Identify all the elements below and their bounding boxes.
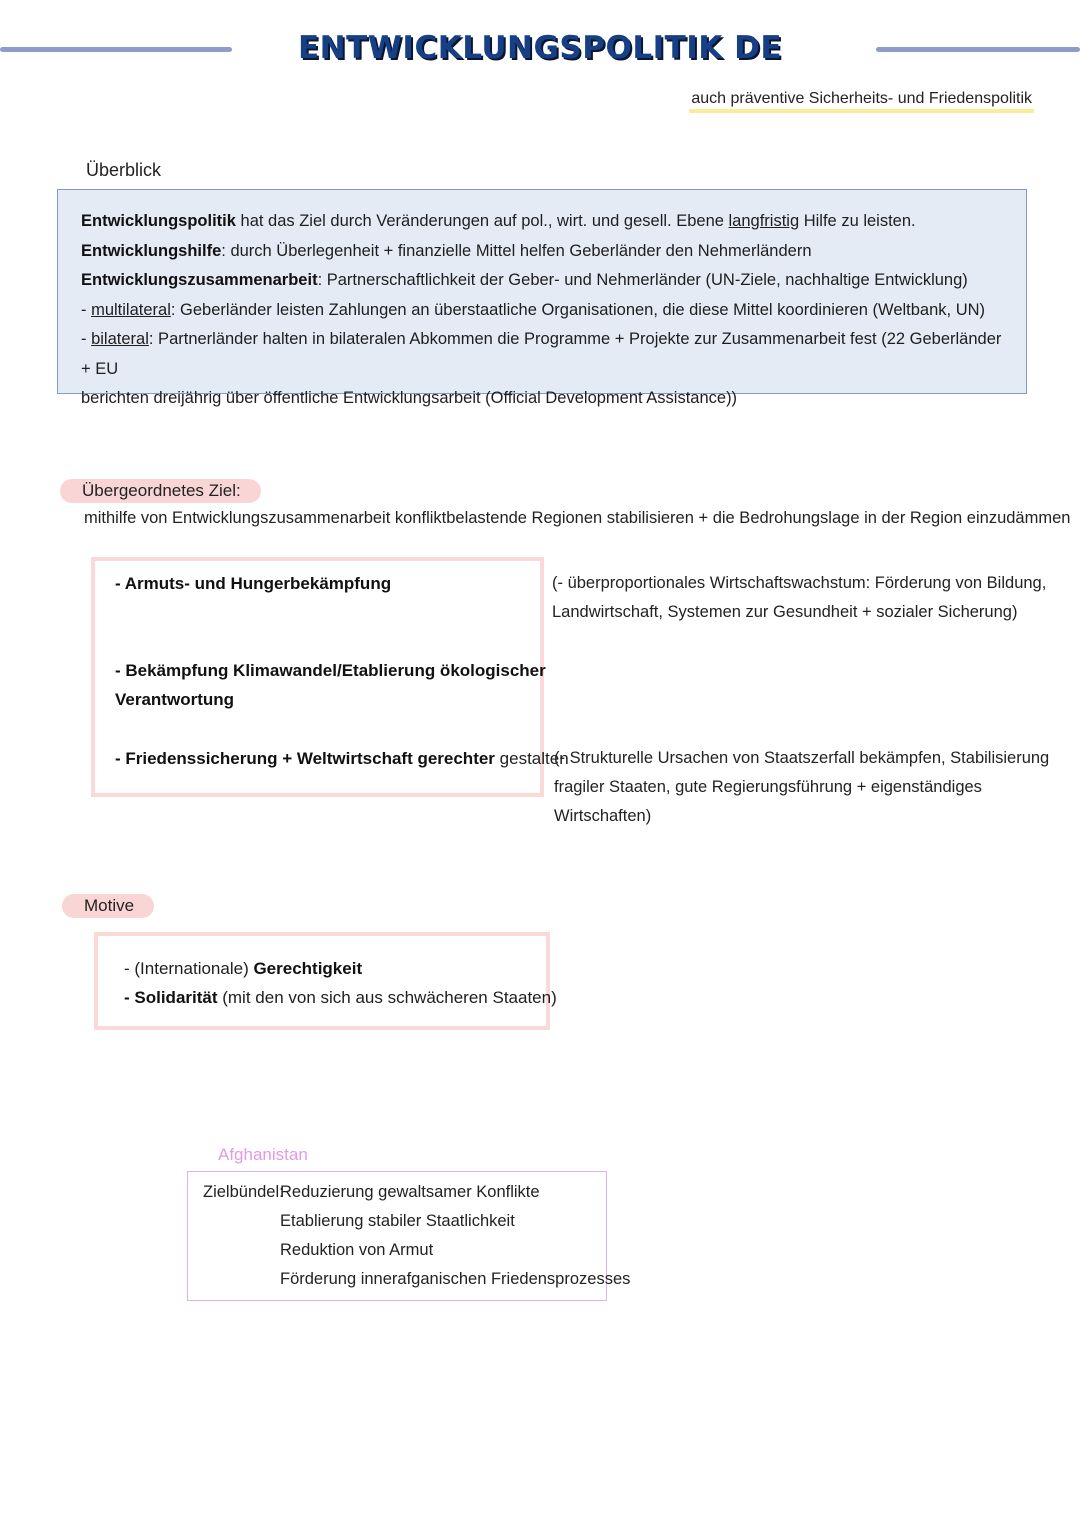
- goal-note-3: (- Strukturelle Ursachen von Staatszerfall bekämpfen, Stabilisierung fragiler Staaten, gute Regierungsführung + eigenständiges Wirtschaften): [554, 749, 1050, 825]
- goal-note-1: (- überproportionales Wirtschaftswachstum: Förderung von Bildung, Landwirtschaft, Systemen zur Gesundheit + sozialer Sicherung): [552, 574, 1047, 621]
- goal-heading: Übergeordnetes Ziel:: [60, 479, 261, 503]
- afghanistan-label: Afghanistan: [218, 1145, 308, 1164]
- afghanistan-prefix: Zielbündel:: [203, 1183, 284, 1201]
- overview-line-5: - bilateral: Partnerländer halten in bilateralen Abkommen die Programme + Projekte zur Zusammenarbeit fest (22 Geberländer + EU: [81, 330, 1002, 378]
- goal-item-1: - Armuts- und Hungerbekämpfung: [115, 574, 392, 593]
- afghanistan-goal-list: [280, 1178, 630, 1294]
- afghanistan-goal: Reduzierung gewaltsamer Konflikte: [280, 1183, 540, 1201]
- afghanistan-goal: Reduktion von Armut: [280, 1241, 434, 1259]
- overview-line-2: Entwicklungshilfe: durch Überlegenheit + finanzielle Mittel helfen Geberländer den Nehmerländern: [81, 241, 812, 260]
- afghanistan-goal: Etablierung stabiler Staatlichkeit: [280, 1212, 515, 1230]
- afghanistan-goal: Förderung innerafganischen Friedensprozesses: [280, 1270, 631, 1288]
- subtitle-text: auch präventive Sicherheits- und Friedenspolitik: [689, 90, 1034, 113]
- overview-heading: Überblick: [86, 160, 162, 180]
- overview-line-4: - multilateral: Geberländer leisten Zahlungen an überstaatliche Organisationen, die diese Mittel koordinieren (Weltbank, UN): [81, 300, 986, 319]
- goal-description: mithilfe von Entwicklungszusammenarbeit konfliktbelastende Regionen stabilisieren + die Bedrohungslage in der Region einzudämmen: [84, 509, 1071, 527]
- motives-item-2: - Solidarität (mit den von sich aus schwächeren Staaten): [124, 988, 557, 1007]
- overview-box: [57, 189, 1027, 407]
- overview-line-1: Entwicklungspolitik hat das Ziel durch Veränderungen auf pol., wirt. und gesell. Ebene langfristig Hilfe zu leisten.: [81, 212, 916, 230]
- motives-item-1: - (Internationale) Gerechtigkeit: [124, 959, 363, 978]
- goal-item-3: - Friedenssicherung + Weltwirtschaft gerechter gestalten: [115, 749, 569, 768]
- motives-heading: Motive: [62, 894, 154, 918]
- overview-line-6: berichten dreijährig über öffentliche Entwicklungsarbeit (Official Development Assistance)): [81, 389, 738, 407]
- page-subtitle: [689, 90, 1034, 108]
- page-title: ENTWICKLUNGSPOLITIK DE: [297, 30, 783, 66]
- goal-item-2: - Bekämpfung Klimawandel/Etablierung ökologischer Verantwortung: [115, 661, 546, 709]
- overview-line-3: Entwicklungszusammenarbeit: Partnerschaftlichkeit der Geber- und Nehmerländer (UN-Ziele, nachhaltige Entwicklung): [81, 271, 968, 289]
